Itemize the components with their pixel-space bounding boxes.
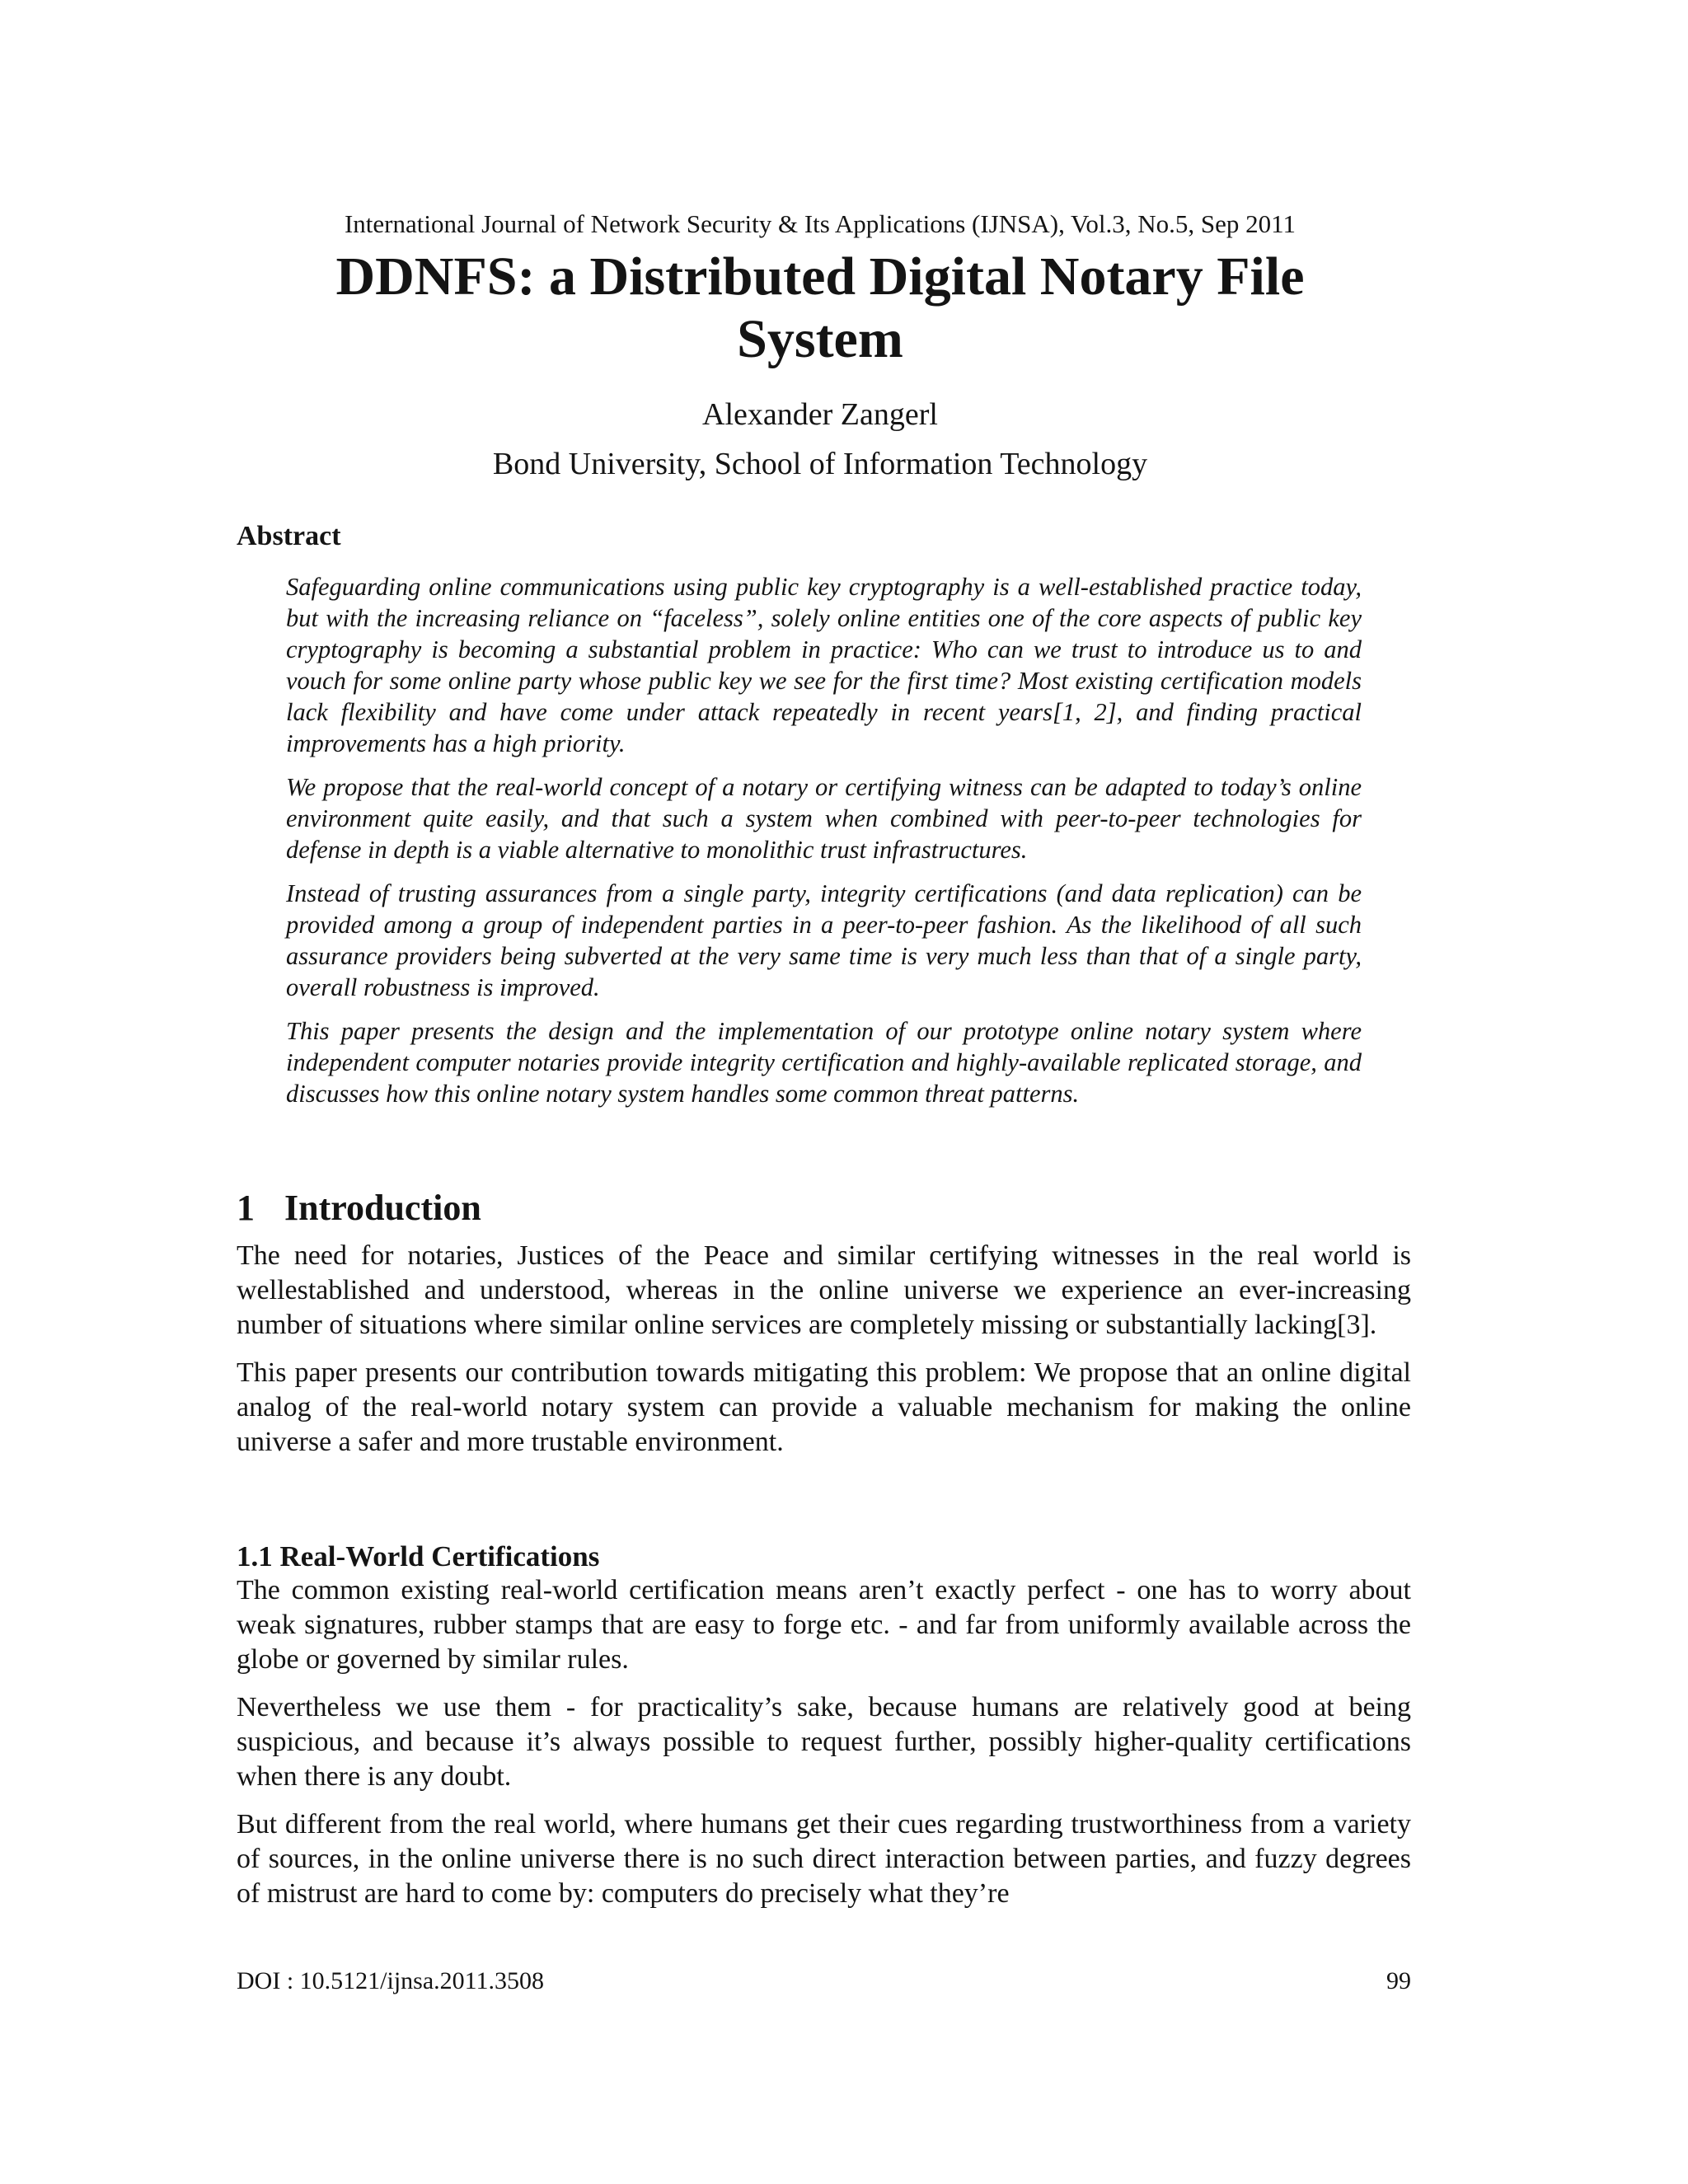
- abstract-heading: Abstract: [237, 521, 341, 551]
- body-paragraph: The need for notaries, Justices of the Peace and similar certifying witnesses in the real world is wellestablished and understood, whereas in the online universe we experience an ever-increasing number of situations where similar online services are completely missing or substantially lacking[3].: [237, 1240, 1411, 1340]
- abstract-body: [286, 571, 1362, 1122]
- section-title: Introduction: [284, 1188, 481, 1228]
- body-paragraph: Nevertheless we use them - for practicality’s sake, because humans are relatively good at being suspicious, and because it’s always possible to request further, possibly higher-quality certifications when there is any doubt.: [237, 1692, 1411, 1792]
- body-paragraph: The common existing real-world certification means aren’t exactly perfect - one has to worry about weak signatures, rubber stamps that are easy to forge etc. - and far from uniformly available across the globe or governed by similar rules.: [237, 1575, 1411, 1675]
- body-paragraph: But different from the real world, where humans get their cues regarding trustworthiness from a variety of sources, in the online universe there is no such direct interaction between parties, and fuzzy degrees of mistrust are hard to come by: computers do precisely what they’re: [237, 1809, 1411, 1909]
- subsection-body: [237, 1573, 1411, 1924]
- running-header: International Journal of Network Security & Its Applications (IJNSA), Vol.3, No.5, Sep 2011: [344, 209, 1296, 238]
- introduction-body: [237, 1239, 1411, 1473]
- abstract-paragraph: We propose that the real-world concept of a notary or certifying witness can be adapted to today’s online environment quite easily, and that such a system when combined with peer-to-peer technologies for defense in depth is a viable alternative to monolithic trust infrastructures.: [286, 773, 1362, 864]
- author-affiliation: Bond University, School of Information Technology: [492, 447, 1148, 481]
- footer-page-number: 99: [1386, 1967, 1411, 1994]
- abstract-paragraph: This paper presents the design and the implementation of our prototype online notary system where independent computer notaries provide integrity certification and highly-available replicated storage, and discusses how this online notary system handles some common threat patterns.: [286, 1017, 1362, 1108]
- abstract-paragraph: Instead of trusting assurances from a single party, integrity certifications (and data replication) can be provided among a group of independent parties in a peer-to-peer fashion. As the likelihood of all such assurance providers being subverted at the very same time is very much less than that of a single party, overall robustness is improved.: [286, 879, 1362, 1001]
- subsection-heading-real-world-certifications: 1.1 Real-World Certifications: [237, 1540, 600, 1572]
- abstract-paragraph: Safeguarding online communications using public key cryptography is a well-established practice today, but with the increasing reliance on “faceless”, solely online entities one of the core aspects of public key cryptography is becoming a substantial problem in practice: Who can we trust to introduce us to and vouch for some online party whose public key we see for the first time? Most existing certification models lack flexibility and have come under attack repeatedly in recent years[1, 2], and finding practical improvements has a high priority.: [286, 573, 1362, 757]
- body-paragraph: This paper presents our contribution towards mitigating this problem: We propose that an online digital analog of the real-world notary system can provide a valuable mechanism for making the online universe a safer and more trustable environment.: [237, 1357, 1411, 1457]
- paper-title: DDNFS: a Distributed Digital Notary File System: [335, 246, 1305, 369]
- section-heading-introduction: [237, 1185, 481, 1231]
- author-name: Alexander Zangerl: [702, 397, 938, 432]
- section-number: 1: [237, 1188, 255, 1228]
- footer-doi: DOI : 10.5121/ijnsa.2011.3508: [237, 1967, 545, 1994]
